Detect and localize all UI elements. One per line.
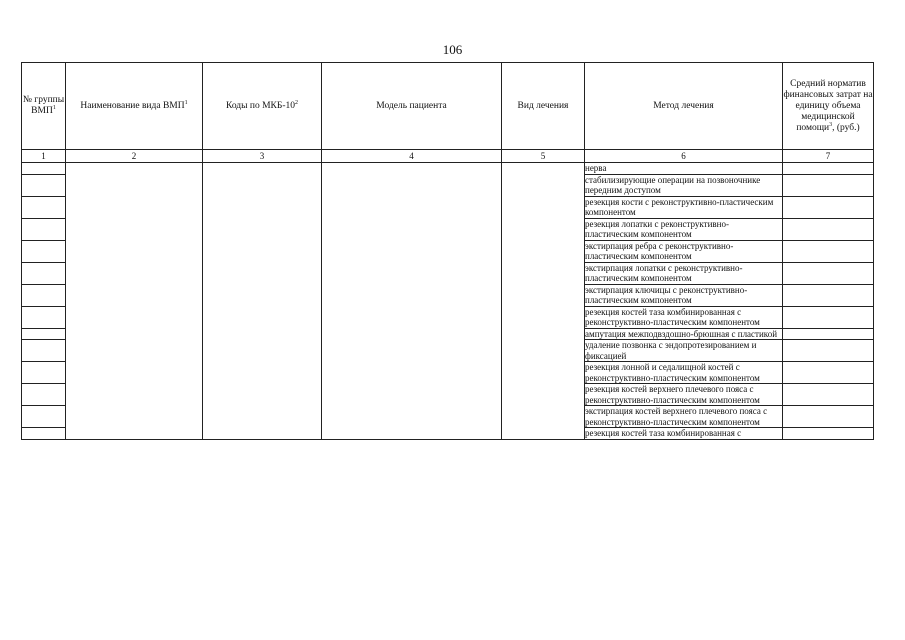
group-number-cell — [22, 262, 66, 284]
column-number-row — [22, 150, 874, 163]
cost-cell — [783, 174, 874, 196]
header-treatment-method: Метод лечения — [585, 63, 783, 150]
group-number-cell — [22, 163, 66, 175]
treatment-method-cell: экстирпация костей верхнего плечевого пояса с реконструктивно-пластическим компонентом — [585, 406, 783, 428]
cost-cell — [783, 428, 874, 440]
cost-cell — [783, 163, 874, 175]
group-number-cell — [22, 384, 66, 406]
header-icd-codes: Коды по МКБ-$10^2$ — [203, 63, 322, 150]
cost-cell — [783, 406, 874, 428]
cost-cell — [783, 384, 874, 406]
column-number: 7 — [783, 150, 874, 163]
group-number-cell — [22, 428, 66, 440]
treatment-method-cell: экстирпация ребра с реконструктивно-пластическим компонентом — [585, 240, 783, 262]
table-row — [22, 163, 874, 175]
group-number-cell — [22, 240, 66, 262]
header-row — [22, 63, 874, 150]
group-number-cell — [22, 362, 66, 384]
cost-cell — [783, 240, 874, 262]
group-number-cell — [22, 340, 66, 362]
treatment-method-cell: ампутация межподвздошно-брюшная с пластикой — [585, 328, 783, 340]
treatment-method-cell: экстирпация лопатки с реконструктивно-пластическим компонентом — [585, 262, 783, 284]
treatment-type-cell — [502, 163, 585, 440]
treatment-method-cell: резекция костей таза комбинированная с реконструктивно-пластическим компонентом — [585, 306, 783, 328]
group-number-cell — [22, 306, 66, 328]
header-group-number: № группы ВМП$^1$ — [22, 63, 66, 150]
treatment-method-cell: резекция лонной и седалищной костей с реконструктивно-пластическим компонентом — [585, 362, 783, 384]
column-number: 2 — [66, 150, 203, 163]
group-number-cell — [22, 328, 66, 340]
header-vmp-name: Наименование вида ВМП$^1$ — [66, 63, 203, 150]
header-treatment-type: Вид лечения — [502, 63, 585, 150]
cost-cell — [783, 218, 874, 240]
column-number: 3 — [203, 150, 322, 163]
icd-codes-cell — [203, 163, 322, 440]
cost-cell — [783, 340, 874, 362]
cost-cell — [783, 328, 874, 340]
column-number: 6 — [585, 150, 783, 163]
cost-cell — [783, 362, 874, 384]
group-number-cell — [22, 284, 66, 306]
cost-cell — [783, 262, 874, 284]
vmp-name-cell — [66, 163, 203, 440]
group-number-cell — [22, 196, 66, 218]
column-number: 4 — [322, 150, 502, 163]
treatment-method-cell: удаление позвонка с эндопротезированием и фиксацией — [585, 340, 783, 362]
header-patient-model: Модель пациента — [322, 63, 502, 150]
header-cost-norm: Средний норматив финансовых затрат на единицу объема медицинской помощи$^3$, (руб.) — [783, 63, 874, 150]
page-number: 106 — [442, 42, 463, 57]
treatment-method-cell: стабилизирующие операции на позвоночнике передним доступом — [585, 174, 783, 196]
treatment-method-cell: резекция кости с реконструктивно-пластическим компонентом — [585, 196, 783, 218]
treatment-method-cell: экстирпация ключицы с реконструктивно-пластическим компонентом — [585, 284, 783, 306]
treatment-method-cell: резекция лопатки с реконструктивно-пластическим компонентом — [585, 218, 783, 240]
cost-cell — [783, 306, 874, 328]
cost-cell — [783, 196, 874, 218]
treatment-method-cell: резекция костей верхнего плечевого пояса с реконструктивно-пластическим компонентом — [585, 384, 783, 406]
treatment-method-cell: нерва — [585, 163, 783, 175]
column-number: 5 — [502, 150, 585, 163]
group-number-cell — [22, 406, 66, 428]
cost-cell — [783, 284, 874, 306]
treatment-method-cell: резекция костей таза комбинированная с — [585, 428, 783, 440]
group-number-cell — [22, 174, 66, 196]
group-number-cell — [22, 218, 66, 240]
column-number: 1 — [22, 150, 66, 163]
vmp-table — [21, 62, 874, 440]
patient-model-cell — [322, 163, 502, 440]
